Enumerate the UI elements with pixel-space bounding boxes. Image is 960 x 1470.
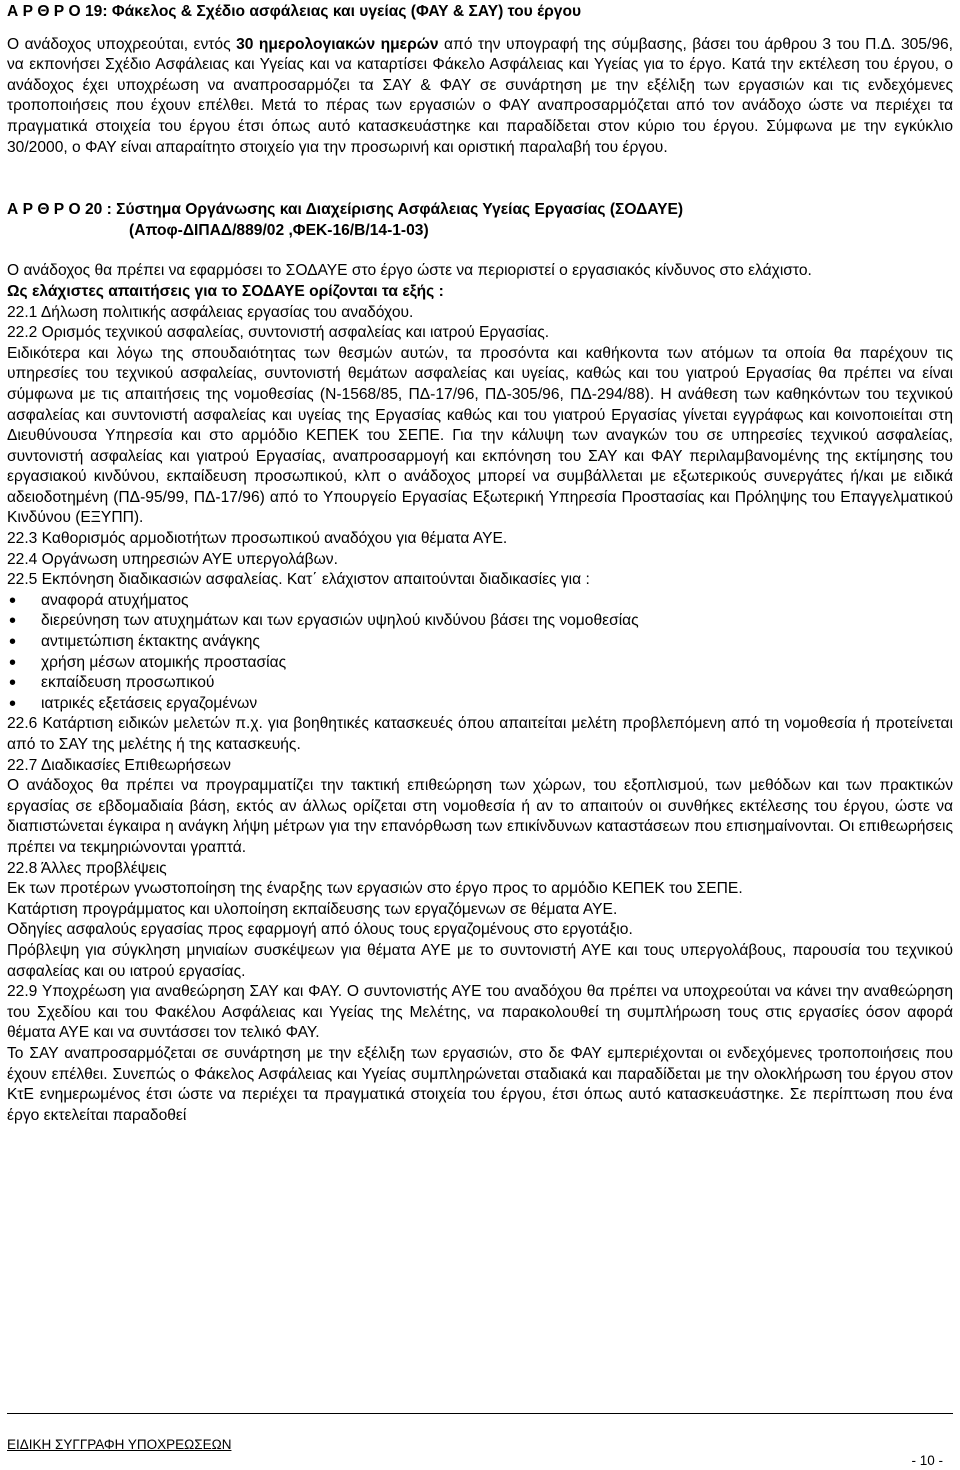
section-22-8: 22.8 Άλλες προβλέψεις: [7, 859, 167, 877]
section-22-2-text: Ειδικότερα και λόγω της σπουδαιότητας των θεσμών αυτών, τα προσόντα και καθήκοντα των ατόμων τα οποία θα παρέχουν τις υπηρεσίες του τεχνικού ασφαλείας, συντονιστή θεμάτων ασφαλείας και υγείας, καθώς και του γιατρού Εργασίας θα πρέπει να είναι σύμφωνα με τις απαιτήσεις της νομοθεσίας (Ν-1568/85, ΠΔ-17/96, ΠΔ-305/96, ΠΔ-294/88). Η ανάθεση των καθηκόντων του τεχνικού ασφαλείας και συντονιστή ασφαλείας και υγείας της Εργασίας καθώς και του γιατρού Εργασίας γίνεται εγγράφως και κοινοποιείται στη Διευθύνουσα Υπηρεσία και στο αρμόδιο ΚΕΠΕΚ του ΣΕΠΕ. Για την κάλυψη των αναγκών του σε υπηρεσίες τεχνικού ασφαλείας, συντονιστή ασφαλείας και γιατρού Εργασίας, αναπροσαρμογή και εκπόνηση του ΣΑΥ και ΦΑΥ περιλαμβανομένης της εκτίμησης του εργασιακού κινδύνου, εκπαίδευση προσωπικού, κλπ ο ανάδοχος μπορεί να συμβάλλεται με εξωτερικούς συνεργάτες ή/και με ειδικά αδειοδοτημένη (ΠΔ-95/99, ΠΔ-17/96) από το Υπουργείο Εργασίας Εξωτερική Υπηρεσία Προστασίας και Πρόληψης του Επαγγελματικού Κινδύνου (ΕΞΥΠΠ).: [7, 344, 953, 527]
section-22-3: 22.3 Καθορισμός αρμοδιοτήτων προσωπικού αναδόχου για θέματα ΑΥΕ.: [7, 530, 508, 548]
text-run: από την υπογραφή της σύμβασης, βάσει του άρθρου 3 του Π.Δ. 305/96, να εκπονήσει Σχέδιο Ασφάλειας και Υγείας και να καταρτίσει Φάκελο Ασφάλειας και Υγείας για το έργο. Κατά την εκτέλεση του έργου, ο ανάδοχος έχει υποχρέωση να αναπροσαρμόζει τα ΣΑΥ & ΦΑΥ σε συνάρτηση με την εξέλιξη των εργασιών και τις ενδεχόμενες τροποποιήσεις που έχουν επέλθει. Μετά το πέρας των εργασιών ο ΦΑΥ αναπροσαρμόζεται από τον ανάδοχο ώστε να περιέχει τα πραγματικά στοιχεία του έργου έτσι όπως αυτό κατασκευάστηκε και παραδίδεται στον κύριο του έργου. Σύμφωνα με την εγκύκλιο 30/2000, ο ΦΑΥ είναι απαραίτητο στοιχείο για την προσωρινή και οριστική παραλαβή του έργου.: [7, 35, 953, 156]
section-22-8-line: Εκ των προτέρων γνωστοποίηση της έναρξης των εργασιών στο έργο προς το αρμόδιο ΚΕΠΕΚ του ΣΕΠΕ.: [7, 880, 743, 898]
footer-document-title: ΕΙΔΙΚΗ ΣΥΓΓΡΑΦΗ ΥΠΟΧΡΕΩΣΕΩΝ: [7, 1437, 232, 1452]
article-20-title: Α Ρ Θ Ρ Ο 20 : Σύστημα Οργάνωσης και Διαχείρισης Ασφάλειας Υγείας Εργασίας (ΣΟΔΑΥΕ): [7, 201, 684, 219]
list-item: • διερεύνηση των ατυχημάτων και των εργασιών υψηλού κινδύνου βάσει της νομοθεσίας: [7, 611, 953, 632]
text-run: Ο ανάδοχος υποχρεούται, εντός: [7, 35, 237, 53]
section-22-6: 22.6 Κατάρτιση ειδικών μελετών π.χ. για βοηθητικές κατασκευές όπου απαιτείται μελέτη προβλεπόμενη από τη νομοθεσία ή προτείνεται από το ΣΑΥ της μελέτης ή της κατασκευής.: [7, 715, 953, 753]
section-22-8-line: Κατάρτιση προγράμματος και υλοποίηση εκπαίδευσης των εργαζόμενων σε θέματα ΑΥΕ.: [7, 900, 618, 918]
section-22-2: 22.2 Ορισμός τεχνικού ασφαλείας, συντονιστή ασφαλείας και ιατρού Εργασίας.: [7, 324, 550, 342]
article-19-title: Α Ρ Θ Ρ Ο 19: Φάκελος & Σχέδιο ασφάλειας και υγείας (ΦΑΥ & ΣΑΥ) του έργου: [7, 3, 582, 20]
section-22-4: 22.4 Οργάνωση υπηρεσιών ΑΥΕ υπεργολάβων.: [7, 550, 338, 568]
list-item: • αντιμετώπιση έκτακτης ανάγκης: [7, 632, 953, 653]
article-19-paragraph: [7, 35, 953, 159]
list-item: • ιατρικές εξετάσεις εργαζομένων: [7, 694, 953, 715]
section-22-9-text: 22.9 Υποχρέωση για αναθεώρηση ΣΑΥ και ΦΑΥ. Ο συντονιστής ΑΥΕ του αναδόχου θα πρέπει να υποχρεούται να κάνει την αναθεώρηση του Σχεδίου και του Φακέλου Ασφάλειας και Υγείας της Μελέτης, να παρακολουθεί τη συμπλήρωση τους στις εργασίες όσον αφορά θέματα ΑΥΕ και να συντάσσει τον τελικό ΦΑΥ.: [7, 983, 953, 1042]
section-22-9-text-2: Το ΣΑΥ αναπροσαρμόζεται σε συνάρτηση με την εξέλιξη των εργασιών, στο δε ΦΑΥ εμπεριέχονται οι ενδεχόμενες τροποποιήσεις που έχουν επέλθει. Συνεπώς ο Φάκελος Ασφάλειας και Υγείας συμπληρώνεται σταδιακά και παραδίδεται με την ολοκλήρωση του έργου στον ΚτΕ ενημερωμένος έτσι ώστε να περιέχει τα πραγματικά στοιχεία του έργου, έτσι όπως αυτό κατασκευάστηκε. Σε περίπτωση που ένα έργο εκτελείται παραδοθεί: [7, 1044, 953, 1124]
article-20-subtitle: (Αποφ-ΔΙΠΑΔ/889/02 ,ΦΕΚ-16/Β/14-1-03): [129, 221, 429, 239]
section-22-7: 22.7 Διαδικασίες Επιθεωρήσεων: [7, 756, 231, 774]
section-22-5: 22.5 Εκπόνηση διαδικασιών ασφαλείας. Κατ΄ ελάχιστον απαιτούνται διαδικασίες για :: [7, 571, 590, 589]
list-item: • αναφορά ατυχήματος: [7, 591, 953, 612]
section-22-8-line: Πρόβλεψη για σύγκληση μηνιαίων συσκέψεων για θέματα ΑΥΕ με το συντονιστή ΑΥΕ και τους υπεργολάβους, παρουσία του τεχνικού ασφαλείας και ου ιατρού εργασίας.: [7, 941, 953, 980]
section-22-8-line: Οδηγίες ασφαλούς εργασίας προς εφαρμογή από όλους τους εργαζομένους στο εργοτάξιο.: [7, 921, 633, 939]
section-22-1: 22.1 Δήλωση πολιτικής ασφάλειας εργασίας του αναδόχου.: [7, 303, 414, 321]
deadline-bold: 30 ημερολογιακών ημερών: [236, 35, 439, 53]
document-page: [7, 0, 953, 1126]
list-item: • χρήση μέσων ατομικής προστασίας: [7, 653, 953, 674]
page-number: - 10 -: [911, 1453, 943, 1468]
footer-divider: [7, 1413, 953, 1414]
procedures-list: [7, 591, 953, 715]
min-requirements-heading: Ως ελάχιστες απαιτήσεις για το ΣΟΔΑΥΕ ορίζονται τα εξής :: [7, 282, 444, 300]
section-22-7-text: Ο ανάδοχος θα πρέπει να προγραμματίζει την τακτική επιθεώρηση των χώρων, του εξοπλισμού, των μεθόδων και των πρακτικών εργασίας σε εβδομαδιαία βάση, εκτός αν άλλως ορίζεται στη νομοθεσία ή αν το απαιτούν οι συνθήκες εκτέλεσης του έργου, ώστε να διαπιστώνεται έγκαιρα η ανάγκη λήψη μέτρων για την επανόρθωση των επικίνδυνων καταστάσεων που επισημαίνονται. Οι επιθεωρήσεις πρέπει να τεκμηριώνονται γραπτά.: [7, 777, 953, 856]
page-footer: [7, 1413, 953, 1468]
list-item: • εκπαίδευση προσωπικού: [7, 673, 953, 694]
article-20-intro: Ο ανάδοχος θα πρέπει να εφαρμόσει το ΣΟΔΑΥΕ στο έργο ώστε να περιοριστεί ο εργασιακός κίνδυνος στο ελάχιστο.: [7, 262, 812, 280]
